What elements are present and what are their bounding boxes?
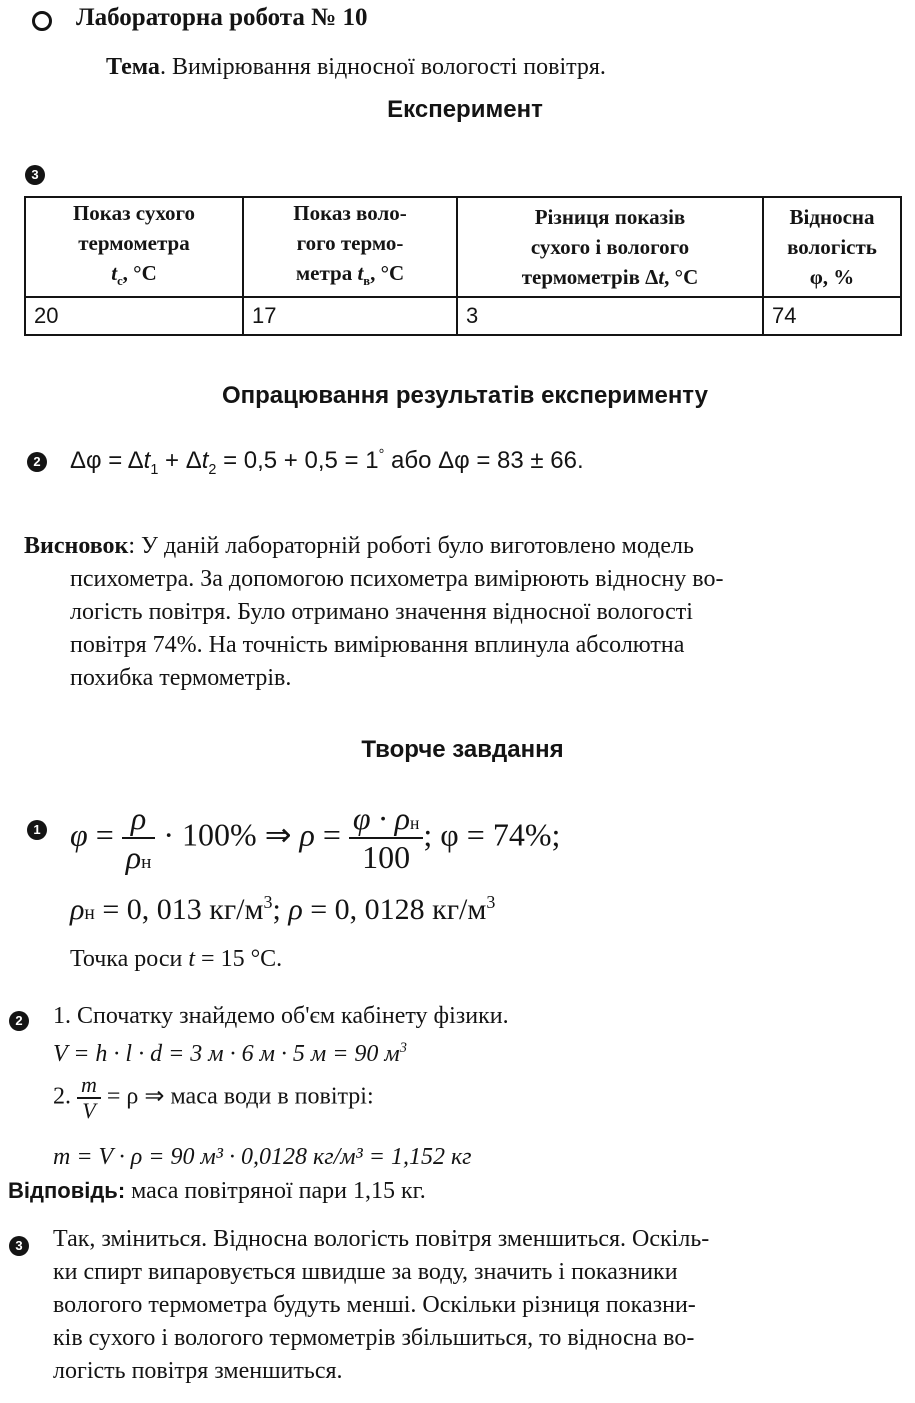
task3-marker-3: 3 [9, 1236, 29, 1256]
measurement-table [24, 196, 902, 336]
fraction-rho-over-rhon: $\frac{\rho}{\rho н}$ [122, 800, 156, 876]
task3-line-3: вологого термометра будуть менші. Оскільки різниця показни- [53, 1292, 696, 1318]
task3-line-5: логість повітря зменшиться. [53, 1358, 343, 1384]
task1-densities: ρн = 0, 013 $кг/м^3$; ρ = 0, 0128 $кг/м^3$ [70, 892, 496, 926]
conclusion-line-3: логість повітря. Було отримано значення відносної вологості [70, 599, 693, 625]
task3-text [53, 1223, 913, 1388]
processing-heading: Опрацювання результатів експерименту [221, 382, 709, 409]
conclusion-block [24, 530, 904, 695]
conclusion-label: Висновок [24, 533, 129, 559]
task2-mass: m = V · ρ = 90 м³ · 0,0128 кг/м³ = 1,152 кг [53, 1144, 472, 1170]
task1-formula: φ = $\frac{\rho}{\rho н}$ · 100% ⇒ ρ = $\frac{\varphi \cdot \rho н}{100}$ ; φ = 74%; [70, 800, 561, 875]
processing-marker-2: 2 [27, 452, 47, 472]
table-row [25, 297, 901, 335]
creative-heading: Творче завдання [361, 736, 564, 763]
conclusion-line-4: повітря 74%. На точність вимірювання вплинула абсолютна [70, 632, 685, 658]
cell-humidity: 74 [763, 297, 901, 335]
header-difference: Різниця показів сухого і вологого термометрів Δt, °С [457, 197, 763, 297]
task3-line-2: ки спирт випаровується швидше за воду, значить і показники [53, 1259, 678, 1285]
cell-difference: 3 [457, 297, 763, 335]
fraction-m-over-v: $\frac{m}{V}$ [77, 1073, 101, 1123]
task2-step1: 1. Спочатку знайдемо об'єм кабінету фізики. [53, 1003, 509, 1029]
task2-answer: Відповідь: маса повітряної пари 1,15 кг. [8, 1178, 426, 1204]
header-dry-thermometer: Показ сухого термометра $t_с$, °С [25, 197, 243, 297]
task1-dew-point: Точка роси t = 15 °С. [70, 946, 283, 972]
lab-title: Лабораторна робота № 10 [76, 4, 368, 31]
header-relative-humidity: Відносна вологість φ, % [763, 197, 901, 297]
header-wet-thermometer: Показ воло- гого термо- метра $t_в$, °С [243, 197, 457, 297]
cell-wet: 17 [243, 297, 457, 335]
table-marker-3: 3 [25, 165, 45, 185]
topic-line [106, 54, 606, 81]
task2-volume: V = h · l · d = 3 м · 6 м · 5 м = 90 $м^3$ [53, 1040, 407, 1067]
conclusion-line-1: Висновок: У даній лабораторній роботі було виготовлено модель [24, 533, 694, 559]
table-header-row [25, 197, 901, 297]
title-bullet-icon [32, 11, 52, 31]
topic-label: Тема [106, 54, 160, 80]
conclusion-line-2: психометра. За допомогою психометра вимірюють відносну во- [70, 566, 724, 592]
cell-dry: 20 [25, 297, 243, 335]
task2-marker-2: 2 [9, 1011, 29, 1031]
topic-text: . Вимірювання відносної вологості повітря. [159, 54, 606, 80]
task3-line-1: Так, зміниться. Відносна вологість повітря зменшиться. Оскіль- [53, 1226, 710, 1252]
task3-line-4: ків сухого і вологого термометрів збільшиться, то відносна во- [53, 1325, 695, 1351]
task2-step2: 2. $\frac{m}{V}$ = ρ ⇒ маса води в повітрі: [53, 1072, 374, 1123]
experiment-heading: Експеримент [387, 96, 543, 123]
task1-marker-1: 1 [27, 820, 47, 840]
error-equation: $\Delta\varphi = \Delta t_1 + \Delta t_2 = 0,5 + 0,5 = 1^\circ$ або Δφ = 83 ± 66. [70, 447, 584, 478]
fraction-phi-rhon-over-100: $\frac{\varphi \cdot \rho н}{100}$ [349, 800, 423, 876]
conclusion-line-5: похибка термометрів. [70, 665, 292, 691]
